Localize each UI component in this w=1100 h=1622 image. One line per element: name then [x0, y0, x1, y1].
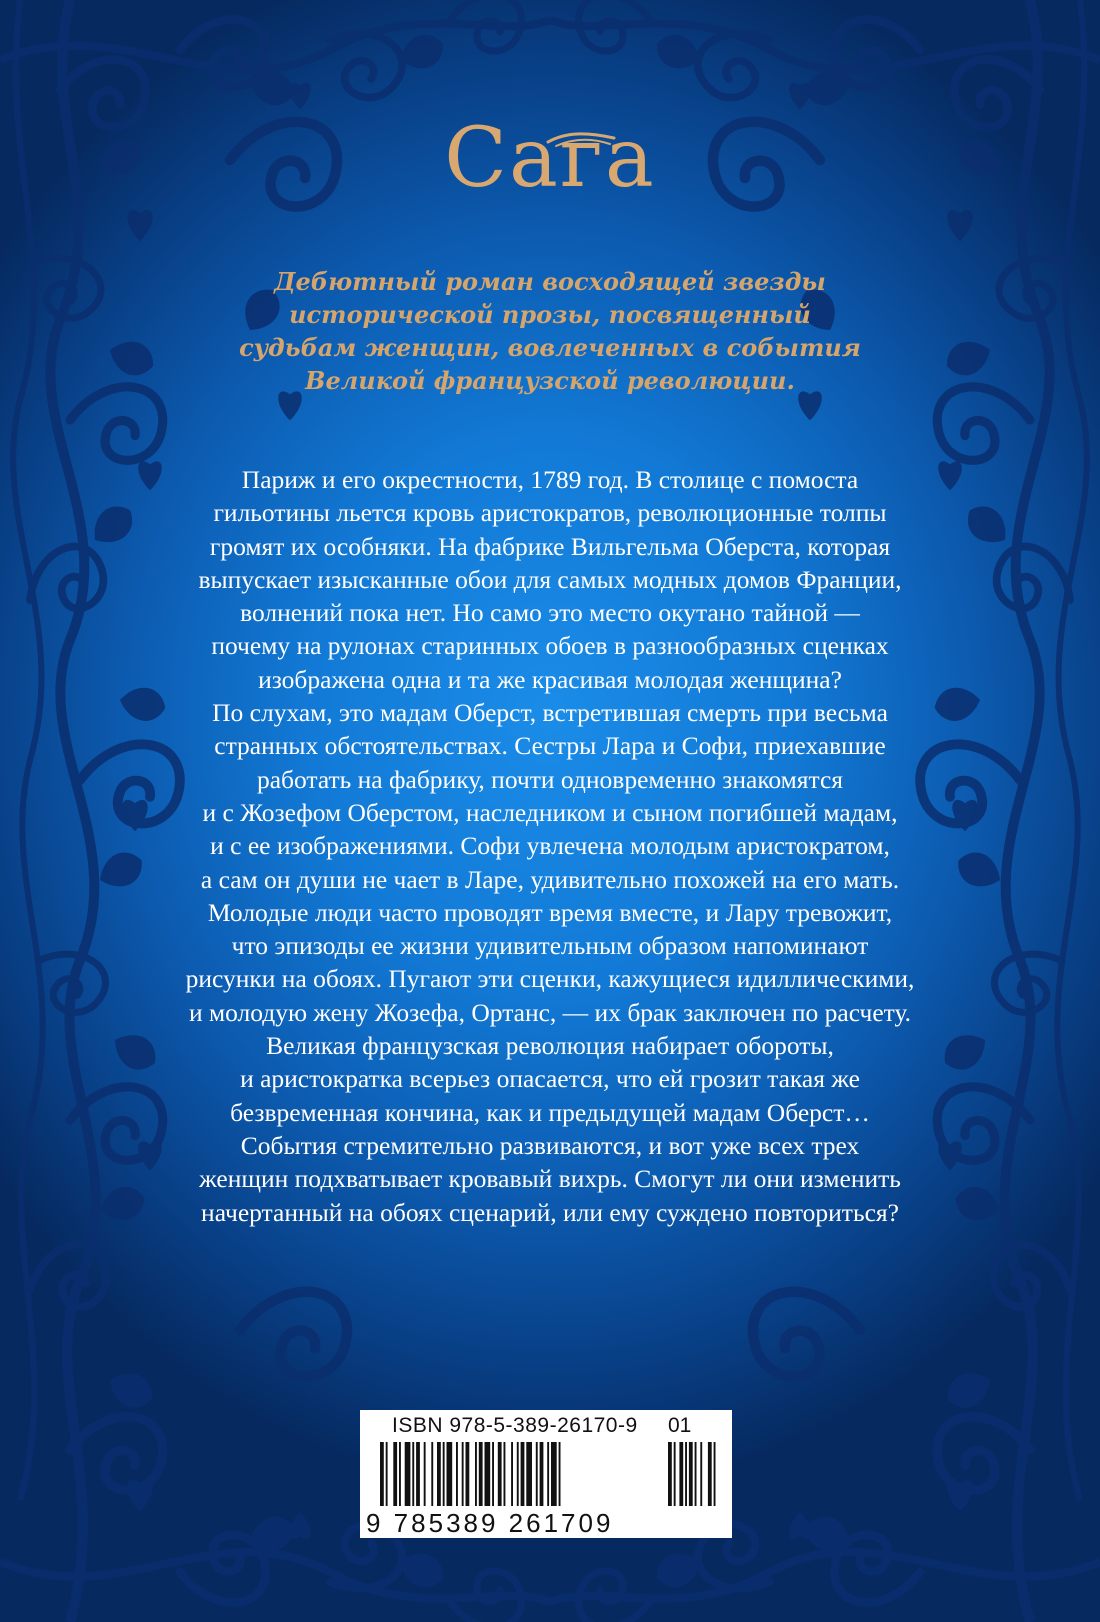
publisher-logo: Сага: [444, 111, 656, 206]
barcode-bar: [405, 1442, 411, 1506]
synopsis-line: Париж и его окрестности, 1789 год. В столице с помоста: [241, 465, 859, 494]
barcode-bar: [559, 1442, 561, 1506]
barcode-bars: [380, 1442, 720, 1506]
synopsis-line: рисунки на обоях. Пугают эти сценки, кажущиеся идиллическими,: [185, 964, 915, 994]
logo-swash-decoration: [546, 128, 616, 148]
barcode-bar: [437, 1442, 441, 1506]
barcode-bar: [456, 1442, 458, 1506]
synopsis-line: женщин подхватывает кровавый вихрь. Смогут ли они изменить: [199, 1164, 901, 1194]
barcode-bar: [536, 1442, 538, 1506]
barcode-bar: [547, 1442, 549, 1506]
barcode-bar: [416, 1442, 420, 1506]
barcode-addon-bar: [695, 1442, 697, 1506]
barcode-bar: [475, 1442, 477, 1506]
barcode-bar: [386, 1442, 388, 1506]
barcode-addon-bar: [689, 1442, 693, 1506]
synopsis-line: почему на рулонах старинных обоев в разнообразных сценках: [211, 631, 889, 661]
synopsis-line: что эпизоды ее жизни удивительным образом напоминают: [231, 931, 869, 961]
barcode-bar: [511, 1442, 513, 1506]
synopsis-line: По слухам, это мадам Оберст, встретившая смерть при весьма: [212, 698, 888, 728]
barcode-bar: [443, 1442, 445, 1506]
barcode-bar: [526, 1442, 532, 1506]
ean-digits: 9 785389 261709: [366, 1508, 614, 1538]
barcode-bar: [521, 1442, 525, 1506]
barcode-addon-bar: [668, 1442, 672, 1506]
synopsis-line: громят их особняки. На фабрике Вильгельма Оберста, которая: [209, 531, 891, 561]
barcode-bar: [517, 1442, 519, 1506]
synopsis-line: безвременная кончина, как и предыдущей мадам Оберст…: [230, 1097, 870, 1127]
tagline: [230, 265, 870, 397]
barcode-bar: [431, 1442, 433, 1506]
synopsis: [100, 463, 1000, 1229]
barcode-bar: [424, 1442, 426, 1506]
synopsis-line: выпускает изысканные обои для самых модных домов Франции,: [198, 564, 902, 594]
barcode-bar: [498, 1442, 502, 1506]
barcode-bar: [447, 1442, 453, 1506]
addon-code: 01: [668, 1414, 692, 1437]
isbn-label: ISBN 978-5-389-26170-9: [392, 1414, 638, 1437]
barcode-bar: [380, 1442, 384, 1506]
barcode-bar: [462, 1442, 464, 1506]
synopsis-line: Молодые люди часто проводят время вместе, и Лару тревожит,: [207, 897, 893, 927]
synopsis-line: странных обстоятельствах. Сестры Лара и Софи, приехавшие: [214, 731, 886, 761]
isbn-barcode: [360, 1410, 732, 1538]
barcode-bar: [393, 1442, 397, 1506]
barcode-addon-bar: [700, 1442, 702, 1506]
tagline-line: исторической прозы, посвященный: [289, 300, 811, 329]
barcode-bar: [466, 1442, 470, 1506]
synopsis-line: и с ее изображениями. Софи увлечена молодым аристократом,: [210, 831, 890, 861]
barcode-bar: [485, 1442, 491, 1506]
barcode-bar: [540, 1442, 544, 1506]
synopsis-line: Великая французская революция набирает обороты,: [266, 1031, 834, 1061]
synopsis-line: начертанный на обоях сценарий, или ему суждено повториться?: [201, 1197, 899, 1227]
barcode-addon-bar: [708, 1442, 712, 1506]
synopsis-line: а сам он души не чает в Ларе, удивительно похожей на его мать.: [200, 864, 900, 894]
barcode-bar: [551, 1442, 557, 1506]
barcode-bar: [412, 1442, 414, 1506]
barcode-addon-bar: [714, 1442, 716, 1506]
barcode-addon-bar: [685, 1442, 687, 1506]
synopsis-line: и с Жозефом Оберстом, наследником и сыном погибшей мадам,: [202, 797, 898, 827]
synopsis-line: и аристократка всерьез опасается, что ей грозит такая же: [240, 1064, 860, 1094]
synopsis-line: гильотины льется кровь аристократов, революционные толпы: [213, 498, 887, 528]
tagline-line: судьбам женщин, вовлеченных в события: [239, 333, 861, 362]
barcode-addon-bar: [679, 1442, 683, 1506]
synopsis-line: волнений пока нет. Но само это место окутано тайной —: [240, 598, 860, 628]
synopsis-line: изображена одна и та же красивая молодая женщина?: [258, 664, 842, 694]
barcode-bar: [399, 1442, 401, 1506]
tagline-line: Дебютный роман восходящей звезды: [274, 267, 826, 296]
synopsis-line: и молодую жену Жозефа, Ортанс, — их брак заключен по расчету.: [188, 997, 912, 1027]
barcode-bar: [479, 1442, 483, 1506]
barcode-bar: [504, 1442, 506, 1506]
synopsis-line: работать на фабрику, почти одновременно знакомятся: [256, 764, 844, 794]
synopsis-line: События стремительно развиваются, и вот уже всех трех: [240, 1130, 860, 1160]
tagline-line: Великой французской революции.: [305, 366, 795, 395]
barcode-addon-bar: [674, 1442, 676, 1506]
barcode-bar: [492, 1442, 494, 1506]
